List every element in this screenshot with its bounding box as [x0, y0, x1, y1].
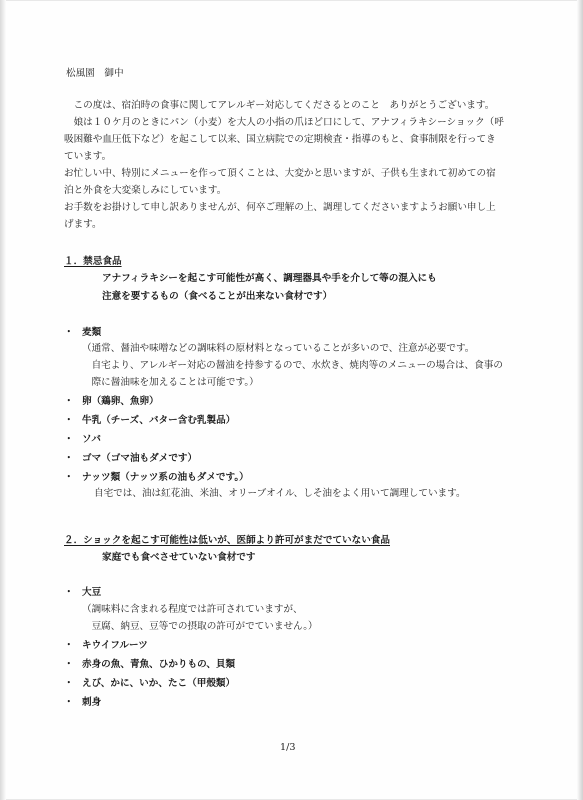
- item-note: （調味料に含まれる程度では許可されていますが、: [82, 604, 303, 615]
- recipient: 松風園 御中: [66, 68, 124, 79]
- bullet-mark: ・: [64, 415, 74, 426]
- bullet-mark: ・: [64, 396, 74, 407]
- section1-heading: １．禁忌食品: [64, 256, 122, 267]
- bullet-mark: ・: [64, 678, 74, 689]
- list-item: 卵（鶏卵、魚卵） ・: [64, 396, 159, 407]
- intro-line: ています。: [64, 151, 112, 162]
- item-note: （通常、醤油や味噌などの調味料の原材料となっていることが多いので、注意が必要です。: [82, 343, 475, 354]
- bullet-mark: ・: [64, 697, 74, 708]
- bullet-mark: ・: [64, 434, 74, 445]
- bullet-mark: ・: [64, 640, 74, 651]
- item-note: 自宅より、アレルギー対応の醤油を持参するので、水炊き、焼肉等のメニューの場合は、食事の: [82, 360, 503, 371]
- bullet-mark: ・: [64, 453, 74, 464]
- intro-line: お忙しい中、特別にメニューを作って頂くことは、大変かと思いますが、子供も生まれて初めての宿: [64, 168, 496, 179]
- section1-subheading: 注意を要するもの（食べることが出来ない食材です）: [102, 291, 333, 302]
- scan-edge-right: [577, 0, 583, 800]
- list-item: 牛乳（チーズ、バター含む乳製品） ・: [64, 415, 236, 426]
- intro-line: げます。: [64, 219, 102, 230]
- bullet-mark: ・: [64, 327, 74, 338]
- item-note: 豆腐、納豆、豆等での摂取の許可がでていません。）: [82, 621, 318, 632]
- list-item: 大豆 ・: [64, 587, 102, 598]
- intro-line: この度は、宿泊時の食事に関してアレルギー対応してくださるとのこと ありがとうございます。: [64, 100, 495, 111]
- bullet-mark: ・: [64, 587, 74, 598]
- intro-line: 娘は１０ケ月のときにパン（小麦）を大人の小指の爪ほど口にして、アナフィラキシーショック（呼: [64, 117, 504, 128]
- item-note: 際に醤油味を加えることは可能です。）: [82, 377, 259, 388]
- list-item: ナッツ類（ナッツ系の油もダメです。） ・: [64, 472, 249, 483]
- page-number: 1/3: [280, 742, 296, 753]
- section2-heading: ２．ショックを起こす可能性は低いが、医師より許可がまだでていない食品: [64, 535, 390, 546]
- list-item: ゴマ（ゴマ油もダメです） ・: [64, 453, 198, 464]
- list-item: キウイフルーツ ・: [64, 640, 148, 651]
- section1-subheading: アナフィラキシーを起こす可能性が高く、調理器具や手を介して等の混入にも: [102, 273, 437, 284]
- list-item: ソバ ・: [64, 434, 101, 445]
- list-item: 麦類 ・: [64, 327, 102, 338]
- bullet-mark: ・: [64, 472, 74, 483]
- section2-subheading: 家庭でも食べさせていない食材です: [102, 552, 256, 563]
- scan-edge-left: [0, 0, 6, 800]
- intro-line: 泊と外食を大変楽しみにしています。: [64, 185, 227, 196]
- list-item: 刺身 ・: [64, 697, 102, 708]
- item-note: 自宅では、油は紅花油、米油、オリーブオイル、しそ油をよく用いて調理しています。: [94, 488, 466, 499]
- bullet-mark: ・: [64, 659, 74, 670]
- list-item: 赤身の魚、青魚、ひかりもの、貝類 ・: [64, 659, 236, 670]
- list-item: えび、かに、いか、たこ（甲殻類） ・: [64, 678, 236, 689]
- intro-line: 吸困難や血圧低下など）を起こして以来、国立病院での定期検査・指導のもと、食事制限を行ってき: [64, 134, 496, 145]
- intro-line: お手数をお掛けして申し訳ありませんが、何卒ご理解の上、調理してくださいますようお願い申し上: [64, 202, 496, 213]
